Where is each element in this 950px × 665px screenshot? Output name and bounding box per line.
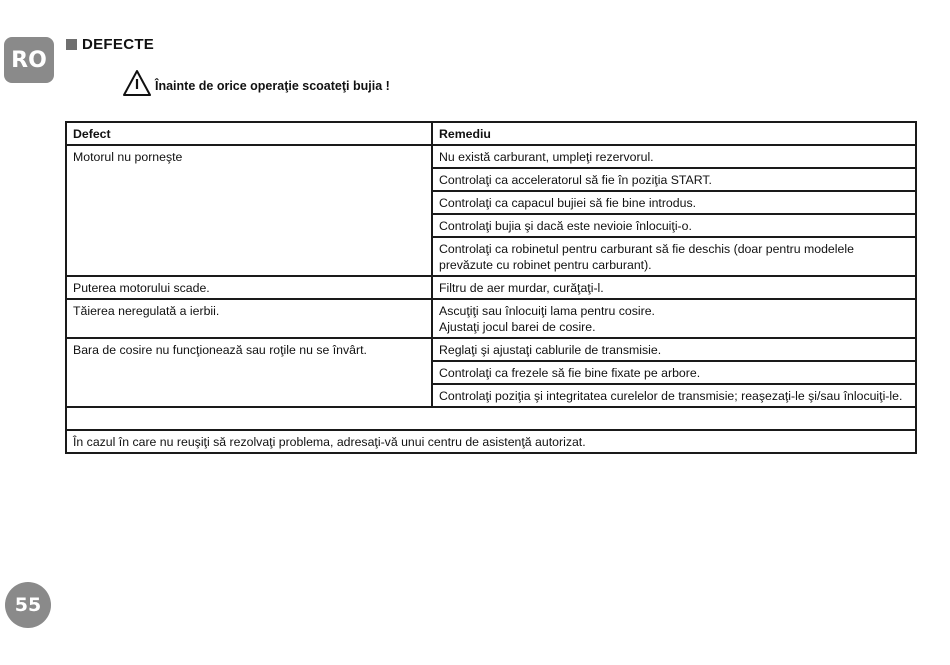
table-row — [66, 338, 916, 361]
table-header-row — [66, 122, 916, 145]
page-number: 55 — [5, 582, 51, 628]
header-defect: Defect — [66, 122, 432, 145]
language-tab: RO — [4, 37, 54, 83]
footer-row — [66, 430, 916, 453]
header-remediu: Remediu — [432, 122, 916, 145]
defects-table — [65, 121, 917, 454]
empty-row — [66, 407, 916, 430]
section-header — [66, 36, 154, 53]
warning-note — [123, 69, 390, 97]
remedy-cell: Controlaţi ca acceleratorul să fie în poziţia START. — [432, 168, 916, 191]
remedy-cell: Controlaţi bujia şi dacă este nevioie înlocuiţi-o. — [432, 214, 916, 237]
footer-note: În cazul în care nu reuşiţi să rezolvaţi problema, adresaţi-vă unui centru de asistenţă autorizat. — [66, 430, 916, 453]
remedy-cell: Nu există carburant, umpleţi rezervorul. — [432, 145, 916, 168]
remedy-cell: Filtru de aer murdar, curăţaţi-l. — [432, 276, 916, 299]
remedy-cell: Controlaţi ca frezele să fie bine fixate pe arbore. — [432, 361, 916, 384]
warning-text: Înainte de orice operaţie scoateţi bujia ! — [155, 79, 390, 93]
defect-cell: Bara de cosire nu funcţionează sau roţile nu se învârt. — [66, 338, 432, 407]
empty-cell — [66, 407, 916, 430]
section-title: DEFECTE — [82, 36, 155, 53]
table-row — [66, 299, 916, 338]
remedy-cell: Controlaţi ca capacul bujiei să fie bine introdus. — [432, 191, 916, 214]
warning-triangle-icon — [123, 69, 151, 97]
defect-cell: Motorul nu porneşte — [66, 145, 432, 276]
defect-cell: Puterea motorului scade. — [66, 276, 432, 299]
bullet-square-icon — [66, 39, 77, 50]
remedy-cell: Controlaţi poziţia şi integritatea curelelor de transmisie; reaşezaţi-le şi/sau înlocuiţi-le. — [432, 384, 916, 407]
remedy-cell: Ascuţiţi sau înlocuiţi lama pentru cosire. Ajustaţi jocul barei de cosire. — [432, 299, 916, 338]
remedy-cell: Controlaţi ca robinetul pentru carburant să fie deschis (doar pentru modelele prevăzute cu robinet pentru carburant). — [432, 237, 916, 276]
table-row — [66, 276, 916, 299]
defect-cell: Tăierea neregulată a ierbii. — [66, 299, 432, 338]
remedy-cell: Reglaţi şi ajustaţi cablurile de transmisie. — [432, 338, 916, 361]
table-row — [66, 145, 916, 168]
